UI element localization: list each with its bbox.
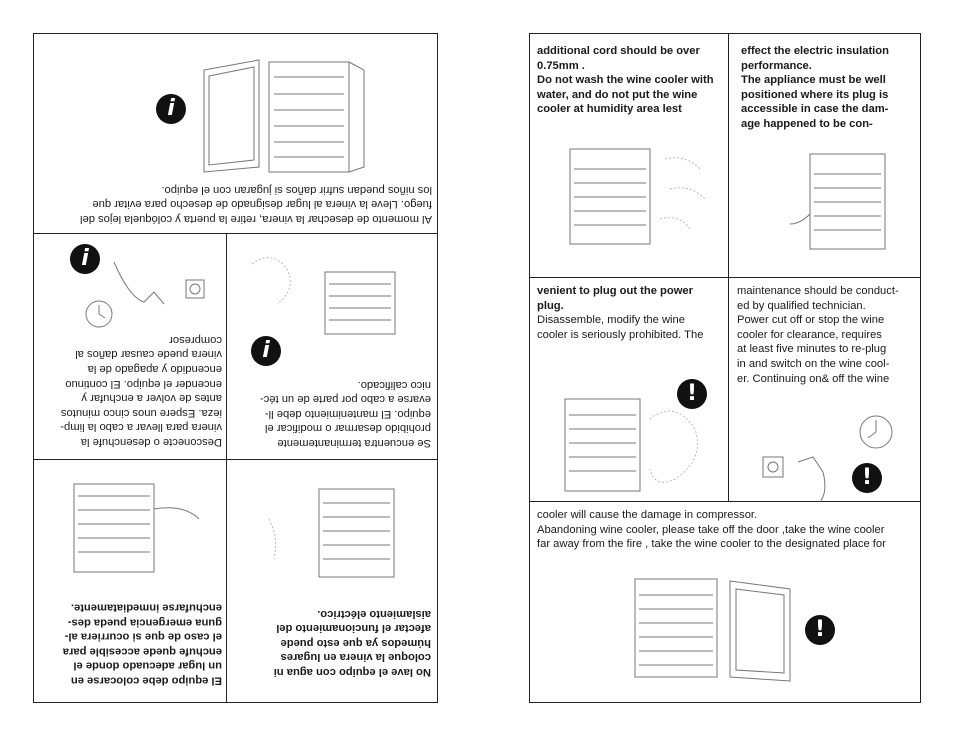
disposal-text: Al momento de desechar la vinera, retire la puerta y colóquela lejos del fuego. Lleve la vinera al lugar designado de desecho para evitar que los niños puedan sufrir daños si jugaran con el equipo. (80, 183, 432, 225)
wine-cooler-illustration (800, 144, 910, 254)
left-page (33, 33, 438, 703)
divider (34, 459, 437, 460)
open-wine-cooler-illustration (630, 569, 830, 684)
info-icon: i (251, 336, 281, 366)
warning-icon: ! (852, 463, 882, 493)
divider (226, 233, 227, 702)
right-page (529, 33, 921, 703)
placement-text: El equipo debe colocarse en un lugar adecuado donde el enchufe quede accesible para el caso de que si ocurriera al- guna emergencia pueda des- enchufarse inmediatamente. (62, 601, 222, 687)
info-icon: i (70, 244, 100, 274)
warning-icon: ! (805, 615, 835, 645)
wine-cooler-illustration (64, 474, 214, 574)
disassembly-text: Se encuentra terminantemente prohibido desarmar o modificar el equipo. El mantenimiento debe ll- evarse a cabo por parte de un téc- nico calificado. (259, 378, 431, 449)
divider (530, 277, 920, 278)
disassemble-text: Disassemble, modify the wine cooler is seriously prohibited. The (537, 314, 704, 341)
wine-cooler-illustration (247, 244, 417, 339)
abandon-text: cooler will cause the damage in compressor. Abandoning wine cooler, please take off the door ,take the wine cooler far away from the fire , take the wine cooler to the designated place for (537, 509, 886, 551)
plug-out-text: venient to plug out the power plug. (537, 285, 693, 312)
clock-plug-illustration (758, 412, 908, 502)
divider (728, 34, 729, 501)
warning-icon: ! (677, 379, 707, 409)
info-icon: i (156, 94, 186, 124)
insulation-text: effect the electric insulation performance. The appliance must be well positioned where its plug is accessible in case the dam- age happened to be con- (741, 45, 889, 130)
divider (34, 233, 437, 234)
washing-text: No lave el equipo con agua ni coloque la vinera en lugares húmedos ya que esto puede afectar el funcionamiento del aislamiento eléctrico. (273, 607, 431, 678)
open-wine-cooler-illustration (199, 52, 399, 182)
cleaning-text: Desconecte o desenchufe la vinera para llevar a cabo la limp- ieza. Espere unos cinco minutos antes de volver a enchufar y encender el equipo. El continuo encendido y apagado de la vinera puede causar daños al compresor (60, 333, 222, 448)
maintenance-text: maintenance should be conduct- ed by qualified technician. Power cut off or stop the wine cooler for clearance, requires at least five minutes to re-plug in and switch on the wine cool- er. Continuing on& off the wine (737, 285, 899, 385)
wine-cooler-illustration (560, 139, 720, 249)
plug-clock-illustration (74, 242, 214, 332)
cord-text: additional cord should be over 0.75mm . Do not wash the wine cooler with water, and do not put the wine cooler at humidity area lest (537, 45, 714, 116)
wine-cooler-illustration (264, 479, 414, 579)
